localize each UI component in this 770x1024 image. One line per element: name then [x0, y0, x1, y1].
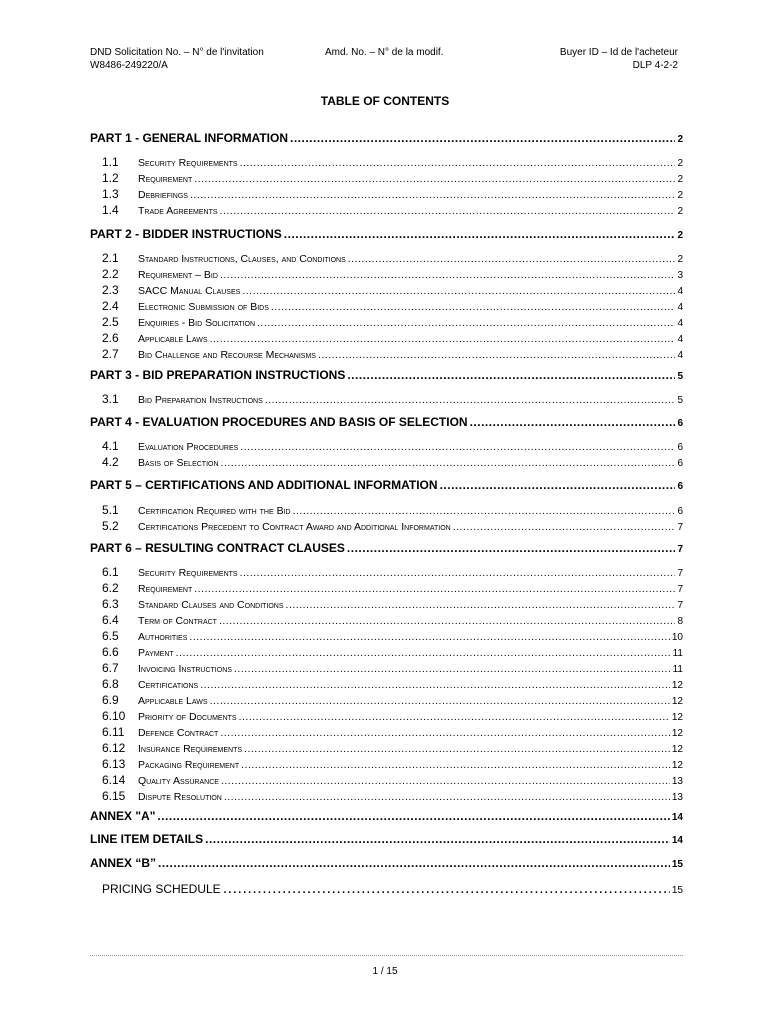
toc-entry-page: 6 [677, 442, 683, 453]
toc-entry-page: 2 [677, 230, 683, 241]
toc-entry-label: Security Requirements [138, 567, 238, 579]
toc-leader-dots [194, 173, 675, 185]
toc-entry-label: Requirement [138, 583, 193, 595]
toc-leader-dots [219, 615, 675, 627]
toc-entry-label: Standard Instructions, Clauses, and Conditions [138, 253, 346, 265]
toc-entry-label: Certifications Precedent to Contract Award and Additional Information [138, 521, 451, 533]
toc-entry-label: ANNEX “B” [90, 856, 157, 870]
toc-entry-page: 7 [677, 600, 683, 611]
toc-leader-dots [286, 599, 676, 611]
toc-entry-number: 6.7 [102, 661, 119, 675]
toc-entry-page: 4 [677, 350, 683, 361]
toc-leader-dots [453, 521, 676, 533]
toc-entry-page: 4 [677, 318, 683, 329]
toc-leader-dots [158, 856, 670, 870]
toc-entry[interactable] [90, 415, 683, 431]
toc-entry-page: 11 [672, 648, 683, 659]
toc-entry-page: 7 [677, 544, 683, 555]
toc-entry-label: Security Requirements [138, 157, 238, 169]
toc-leader-dots [176, 647, 671, 659]
toc-entry[interactable] [90, 131, 683, 147]
toc-entry[interactable] [90, 368, 683, 384]
toc-leader-dots [234, 663, 671, 675]
header-buyer [560, 46, 678, 72]
toc-entry[interactable] [90, 677, 683, 693]
toc-leader-dots [210, 333, 676, 345]
toc-leader-dots [220, 269, 676, 281]
toc-entry[interactable] [90, 565, 683, 581]
toc-leader-dots [293, 505, 676, 517]
toc-leader-dots [240, 567, 676, 579]
toc-entry-label: PART 5 – CERTIFICATIONS AND ADDITIONAL INFORMATION [90, 478, 438, 492]
toc-leader-dots [470, 415, 676, 429]
toc-entry-page: 13 [671, 792, 683, 803]
toc-entry-label: Evaluation Procedures [138, 441, 239, 453]
toc-entry-number: 6.2 [102, 581, 119, 595]
toc-entry[interactable] [90, 392, 683, 408]
toc-entry-page: 12 [671, 728, 683, 739]
toc-entry-page: 11 [672, 664, 683, 675]
toc-entry-label: PART 6 – RESULTING CONTRACT CLAUSES [90, 541, 345, 555]
toc-entry[interactable] [90, 693, 683, 709]
toc-leader-dots [220, 205, 676, 217]
toc-entry-label: Payment [138, 647, 174, 659]
toc-entry[interactable] [90, 503, 683, 519]
toc-entry-page: 6 [677, 481, 683, 492]
toc-entry-label: Certifications [138, 679, 199, 691]
toc-entry-label: Dispute Resolution [138, 791, 222, 803]
toc-entry-page: 10 [671, 632, 683, 643]
toc-entry[interactable] [90, 267, 683, 283]
toc-entry-number: 2.2 [102, 267, 119, 281]
toc-entry-number: 6.6 [102, 645, 119, 659]
toc-entry-number: 5.1 [102, 503, 119, 517]
toc-leader-dots [348, 253, 676, 265]
toc-leader-dots [210, 695, 670, 707]
toc-entry-page: 2 [677, 254, 683, 265]
toc-entry-page: 3 [677, 270, 683, 281]
toc-entry-page: 4 [677, 286, 683, 297]
toc-leader-dots [290, 131, 675, 145]
toc-leader-dots [241, 759, 670, 771]
toc-entry-label: Applicable Laws [138, 333, 208, 345]
toc-entry-label: Quality Assurance [138, 775, 219, 787]
toc-entry-number: 6.12 [102, 741, 126, 755]
toc-leader-dots [440, 478, 676, 492]
toc-entry-label: Requirement – Bid [138, 269, 218, 281]
toc-entry[interactable] [90, 856, 683, 872]
toc-leader-dots [194, 583, 675, 595]
toc-entry-label: Insurance Requirements [138, 743, 243, 755]
solicitation-number: W8486-249220/A [90, 60, 168, 71]
toc-entry-label: Packaging Requirement [138, 759, 240, 771]
toc-entry[interactable] [90, 597, 683, 613]
toc-entry-label: Authorities [138, 631, 188, 643]
toc-entry[interactable] [90, 645, 683, 661]
toc-entry[interactable] [90, 581, 683, 597]
toc-entry-page: 7 [677, 568, 683, 579]
toc-leader-dots [265, 394, 676, 406]
toc-entry[interactable] [90, 439, 683, 455]
toc-entry-label: Defence Contract [138, 727, 219, 739]
toc-entry[interactable] [90, 661, 683, 677]
toc-entry[interactable] [90, 299, 683, 315]
toc-entry[interactable] [90, 519, 683, 535]
toc-entry-label: Enquiries - Bid Solicitation [138, 317, 256, 329]
toc-entry-label: Electronic Submission of Bids [138, 301, 269, 313]
toc-entry-label: Bid Preparation Instructions [138, 394, 263, 406]
toc-entry-page: 12 [671, 760, 683, 771]
toc-entry-number: 1.2 [102, 171, 119, 185]
toc-entry-page: 12 [671, 696, 683, 707]
toc-entry[interactable] [90, 283, 683, 299]
toc-entry[interactable] [90, 203, 683, 219]
toc-entry-page: 6 [677, 506, 683, 517]
toc-leader-dots [347, 541, 676, 555]
footer-divider [90, 955, 683, 956]
toc-entry-label: PRICING SCHEDULE [102, 882, 221, 896]
toc-entry-page: 4 [677, 302, 683, 313]
toc-entry[interactable] [90, 455, 683, 471]
toc-entry[interactable] [90, 478, 683, 494]
toc-entry-number: 2.5 [102, 315, 119, 329]
toc-entry-label: Priority of Documents [138, 711, 237, 723]
toc-entry-label: PART 3 - BID PREPARATION INSTRUCTIONS [90, 368, 346, 382]
toc-entry-page: 4 [677, 334, 683, 345]
toc-leader-dots [189, 631, 669, 643]
toc-entry-number: 2.6 [102, 331, 119, 345]
toc-entry-label: PART 1 - GENERAL INFORMATION [90, 131, 288, 145]
toc-leader-dots [224, 791, 670, 803]
toc-leader-dots [240, 441, 675, 453]
toc-entry-page: 7 [677, 522, 683, 533]
toc-entry-page: 13 [671, 776, 683, 787]
toc-leader-dots [221, 457, 676, 469]
toc-entry[interactable] [90, 541, 683, 557]
toc-leader-dots [240, 157, 676, 169]
toc-entry-page: 12 [671, 744, 683, 755]
toc-entry-page: 7 [677, 584, 683, 595]
toc-entry-number: 6.4 [102, 613, 119, 627]
toc-entry[interactable] [90, 757, 683, 773]
toc-entry-number: 6.3 [102, 597, 119, 611]
toc-entry-number: 6.8 [102, 677, 119, 691]
toc-leader-dots [271, 301, 676, 313]
toc-entry[interactable] [90, 880, 683, 896]
toc-entry-label: PART 4 - EVALUATION PROCEDURES AND BASIS OF SELECTION [90, 415, 468, 429]
toc-entry-number: 6.15 [102, 789, 126, 803]
toc-entry-page: 12 [671, 680, 683, 691]
toc-entry-label: Basis of Selection [138, 457, 219, 469]
toc-entry-number: 6.5 [102, 629, 119, 643]
toc-leader-dots [347, 368, 675, 382]
toc-entry-number: 1.3 [102, 187, 119, 201]
toc-entry-page: 2 [677, 174, 683, 185]
toc-leader-dots [190, 189, 675, 201]
toc-leader-dots [257, 317, 675, 329]
toc-leader-dots [318, 349, 675, 361]
toc-entry[interactable] [90, 331, 683, 347]
toc-leader-dots [223, 880, 670, 898]
toc-entry[interactable] [90, 629, 683, 645]
page-title: TABLE OF CONTENTS [320, 94, 450, 108]
toc-entry[interactable] [90, 171, 683, 187]
toc-entry[interactable] [90, 155, 683, 171]
header-solicitation [90, 46, 264, 72]
toc-entry-page: 5 [677, 395, 683, 406]
toc-entry-page: 5 [677, 371, 683, 382]
toc-entry[interactable] [90, 315, 683, 331]
toc-entry[interactable] [90, 725, 683, 741]
page-number: 1 / 15 [372, 966, 398, 977]
toc-leader-dots [221, 775, 670, 787]
toc-entry[interactable] [90, 773, 683, 789]
toc-entry-label: PART 2 - BIDDER INSTRUCTIONS [90, 227, 282, 241]
toc-entry-page: 2 [677, 134, 683, 145]
toc-entry-page: 8 [677, 616, 683, 627]
buyer-label: Buyer ID – Id de l'acheteur [559, 47, 678, 58]
toc-entry-label: Invoicing Instructions [138, 663, 232, 675]
toc-entry-number: 6.11 [102, 725, 125, 739]
toc-entry-number: 6.10 [102, 709, 126, 723]
toc-entry[interactable] [90, 741, 683, 757]
toc-entry-number: 6.13 [102, 757, 126, 771]
toc-entry-page: 2 [677, 206, 683, 217]
toc-entry[interactable] [90, 832, 683, 848]
toc-entry[interactable] [90, 187, 683, 203]
toc-entry[interactable] [90, 709, 683, 725]
toc-entry-number: 2.3 [102, 283, 119, 297]
toc-entry-number: 4.2 [102, 455, 119, 469]
toc-entry-label: Applicable Laws [138, 695, 208, 707]
toc-entry-number: 4.1 [102, 439, 119, 453]
toc-leader-dots [200, 679, 670, 691]
toc-entry-label: Standard Clauses and Conditions [138, 599, 284, 611]
toc-entry-page: 6 [677, 418, 683, 429]
toc-entry-page: 2 [677, 158, 683, 169]
toc-entry-page: 6 [677, 458, 683, 469]
toc-entry-label: SACC Manual Clauses [138, 285, 241, 297]
toc-entry-label: Debriefings [138, 189, 188, 201]
toc-entry-label: Trade Agreements [138, 205, 218, 217]
toc-entry-number: 5.2 [102, 519, 119, 533]
toc-entry[interactable] [90, 227, 683, 243]
toc-entry-number: 2.7 [102, 347, 119, 361]
toc-entry-label: Bid Challenge and Recourse Mechanisms [138, 349, 316, 361]
toc-entry-page: 15 [671, 859, 683, 870]
toc-entry-page: 12 [671, 712, 683, 723]
toc-entry[interactable] [90, 789, 683, 805]
toc-entry-number: 6.1 [102, 565, 119, 579]
toc-entry-number: 2.4 [102, 299, 119, 313]
toc-entry-number: 1.1 [102, 155, 119, 169]
toc-entry-label: Term of Contract [138, 615, 217, 627]
toc-entry[interactable] [90, 613, 683, 629]
toc-entry-label: ANNEX "A" [90, 809, 156, 823]
toc-entry-page: 14 [671, 812, 683, 823]
toc-entry-page: 2 [677, 190, 683, 201]
toc-entry-label: LINE ITEM DETAILS [90, 832, 204, 846]
toc-entry[interactable] [90, 809, 683, 825]
toc-entry-number: 6.14 [102, 773, 126, 787]
toc-leader-dots [157, 809, 669, 823]
toc-leader-dots [242, 285, 675, 297]
toc-entry-number: 2.1 [102, 251, 119, 265]
toc-entry-number: 6.9 [102, 693, 119, 707]
header-amendment [325, 46, 444, 59]
toc-entry-number: 1.4 [102, 203, 119, 217]
toc-entry-page: 14 [671, 835, 683, 846]
amendment-label: Amd. No. – N° de la modif. [325, 47, 444, 58]
toc-entry-label: Requirement [138, 173, 193, 185]
toc-leader-dots [220, 727, 670, 739]
toc-entry[interactable] [90, 347, 683, 363]
toc-leader-dots [239, 711, 670, 723]
toc-leader-dots [244, 743, 670, 755]
toc-entry[interactable] [90, 251, 683, 267]
solicitation-label: DND Solicitation No. – N° de l'invitation [90, 47, 264, 58]
toc-leader-dots [205, 832, 670, 846]
toc-entry-number: 3.1 [102, 392, 119, 406]
toc-leader-dots [284, 227, 676, 241]
buyer-id: DLP 4-2-2 [632, 60, 678, 71]
toc-entry-page: 15 [671, 885, 683, 896]
toc-entry-label: Certification Required with the Bid [138, 505, 291, 517]
